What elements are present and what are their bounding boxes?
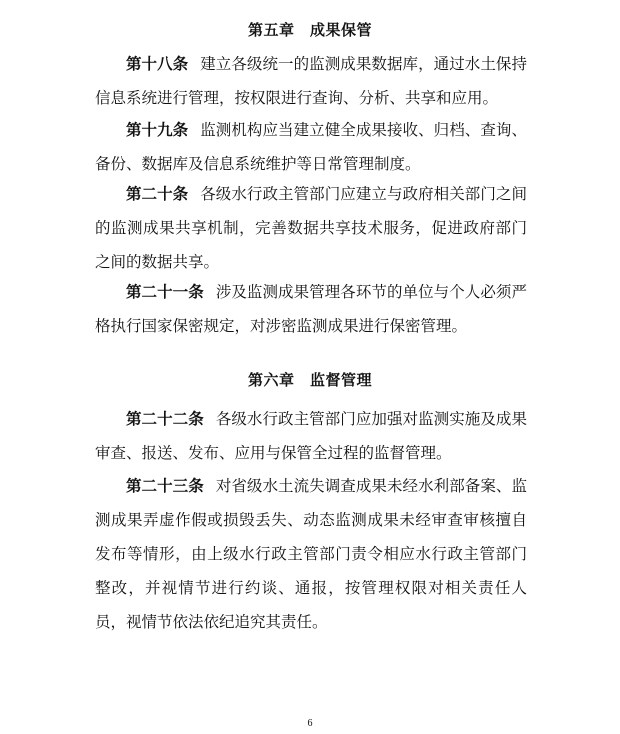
article-19-text: 监测机构应当建立健全成果接收、归档、查询、备份、数据库及信息系统维护等日常管理制度。 <box>95 121 527 173</box>
article-20-label: 第二十条 <box>126 185 189 203</box>
article-20-text: 各级水行政主管部门应建立与政府相关部门之间的监测成果共享机制，完善数据共享技术服务，促进政府部门之间的数据共享。 <box>95 185 527 271</box>
article-22-label: 第二十二条 <box>126 410 204 428</box>
chapter-6-title: 第六章 监督管理 <box>247 371 372 389</box>
chapter-5-title: 第五章 成果保管 <box>247 21 372 39</box>
article-19 <box>95 113 527 181</box>
article-18-label: 第十八条 <box>126 55 189 73</box>
article-18 <box>95 47 527 115</box>
article-23-label: 第二十三条 <box>126 477 204 495</box>
article-20 <box>95 177 527 279</box>
article-21-label: 第二十一条 <box>126 283 204 301</box>
page-number: 6 <box>307 718 313 729</box>
article-18-text: 建立各级统一的监测成果数据库，通过水土保持信息系统进行管理，按权限进行查询、分析、共享和应用。 <box>95 55 527 107</box>
article-21 <box>95 275 527 343</box>
article-22 <box>95 402 527 470</box>
article-23-text: 对省级水土流失调查成果未经水利部备案、监测成果弄虚作假或损毁丢失、动态监测成果未经审查审核擅自发布等情形，由上级水行政主管部门责令相应水行政主管部门整改，并视情节进行约谈、通报，按管理权限对相关责任人员，视情节依法依纪追究其责任。 <box>95 477 527 631</box>
article-21-text: 涉及监测成果管理各环节的单位与个人必须严格执行国家保密规定，对涉密监测成果进行保密管理。 <box>95 283 527 335</box>
article-19-label: 第十九条 <box>126 121 189 139</box>
article-23 <box>95 469 527 639</box>
article-22-text: 各级水行政主管部门应加强对监测实施及成果审查、报送、发布、应用与保管全过程的监督管理。 <box>95 410 527 462</box>
